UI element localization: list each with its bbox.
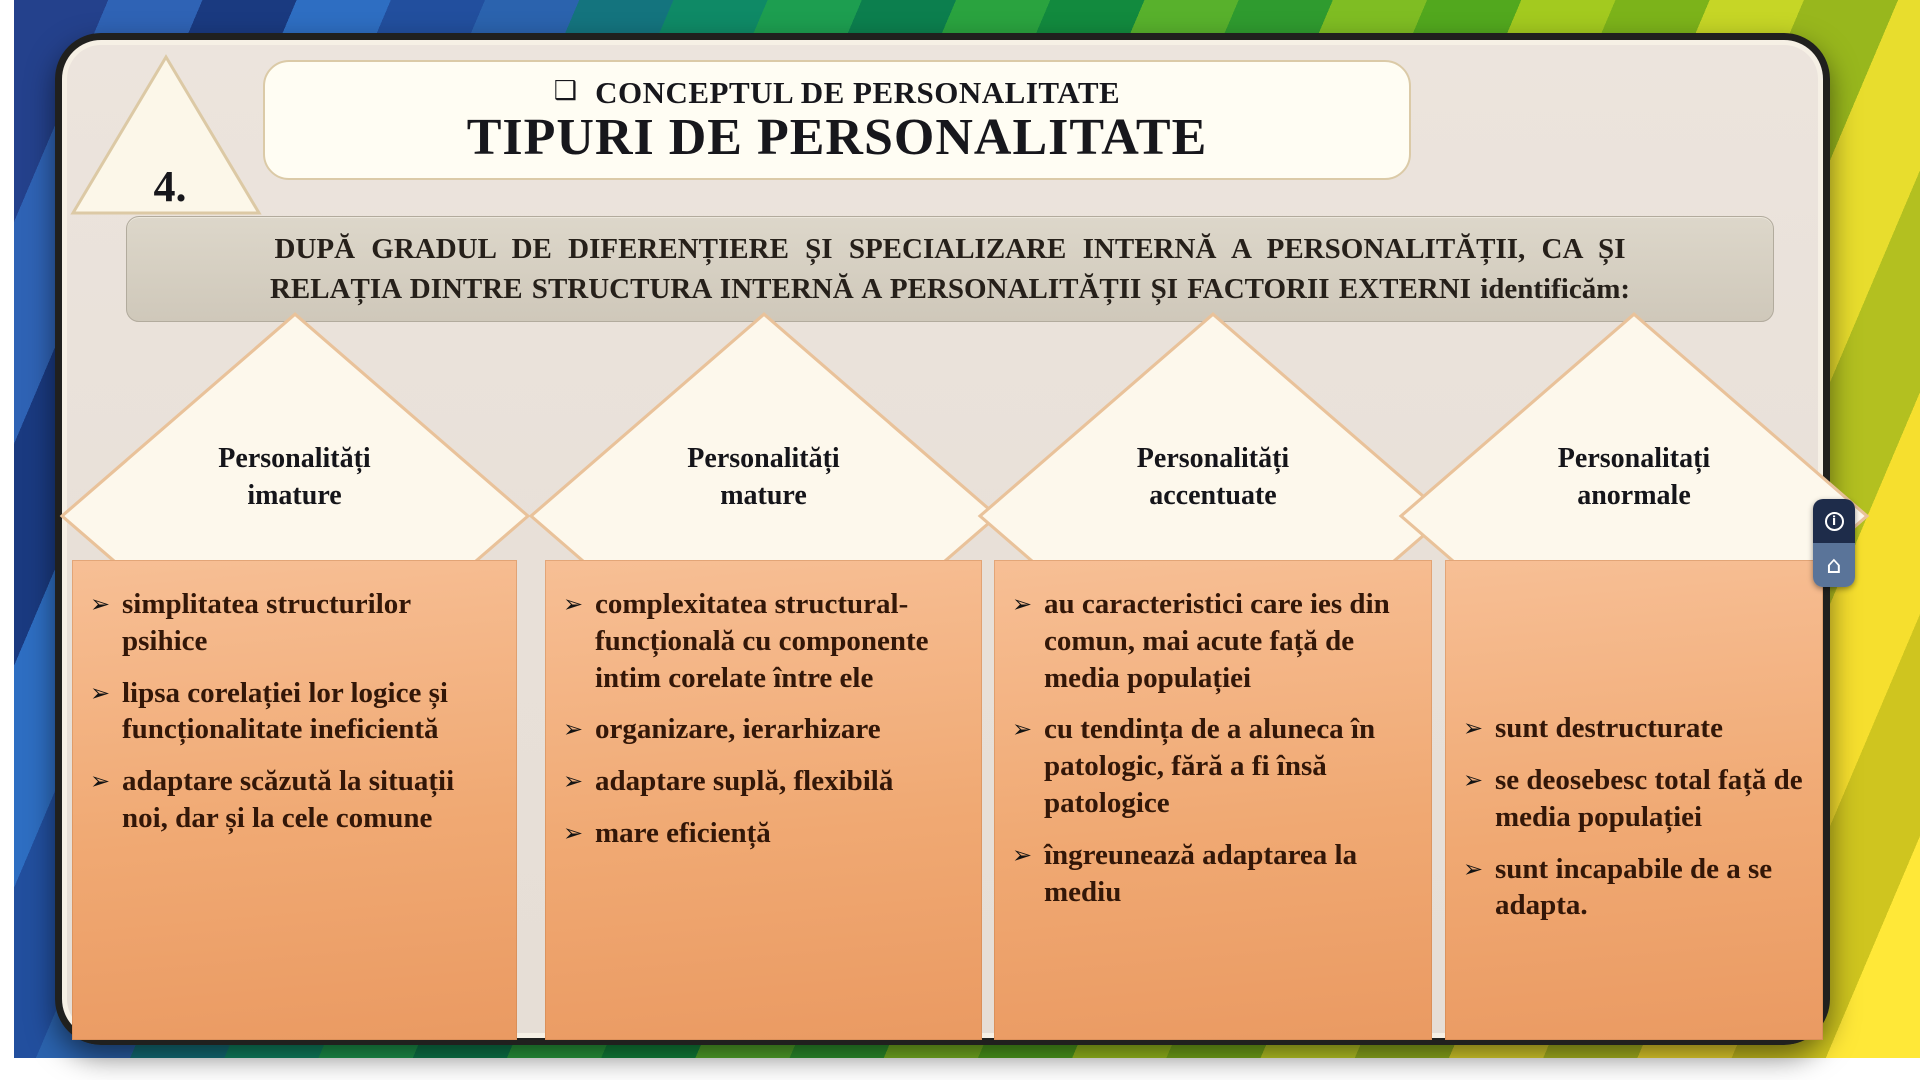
bullet-text: adaptare suplă, flexibilă [595, 765, 894, 798]
column-accentuate [994, 308, 1432, 1052]
bullet-text: adaptare scăzută la situații noi, dar și la cele comune [122, 765, 455, 835]
slide-card [55, 33, 1830, 1045]
diamond-mature [545, 308, 982, 560]
page-title: TIPURI DE PERSONALITATE [466, 108, 1208, 166]
bullet-text: organizare, ierarhizare [595, 713, 881, 746]
home-icon: ⌂ [1826, 551, 1842, 579]
bullets-box-imature [72, 560, 517, 1040]
subtitle-bar [126, 216, 1774, 322]
diamond-label-line: Personalități [218, 443, 371, 474]
arrow-bullet-icon: ➢ [563, 590, 584, 618]
diamond-label-imature [72, 441, 517, 515]
bullet-text: mare eficiență [595, 817, 771, 850]
diamond-label-line: mature [720, 479, 807, 511]
diamond-accentuate [994, 308, 1432, 560]
arrow-bullet-icon: ➢ [1463, 714, 1484, 742]
home-button[interactable] [1813, 543, 1855, 587]
diamond-label-line: anormale [1577, 479, 1691, 511]
kicker-row [554, 75, 1120, 111]
arrow-bullet-icon: ➢ [1463, 766, 1484, 794]
square-bullet-icon: ❑ [553, 75, 578, 106]
bullet-item [559, 763, 966, 800]
diamond-label-anormale [1445, 441, 1823, 515]
bullet-text: au caracteristici care ies din comun, mai acute față de media populației [1044, 588, 1390, 694]
column-imature [72, 308, 517, 1052]
info-icon: i [1825, 512, 1844, 531]
subtitle-line-2: RELAȚIA DINTRE STRUCTURA INTERNĂ A PERSONALITĂȚII ȘI FACTORII EXTERNI identificăm: [269, 273, 1631, 305]
arrow-bullet-icon: ➢ [563, 819, 584, 848]
arrow-bullet-icon: ➢ [90, 678, 111, 707]
bullet-item [1459, 710, 1807, 747]
bullet-text: cu tendința de a aluneca în patologic, fără a fi însă patologice [1044, 713, 1376, 820]
bullets-box-mature [545, 560, 982, 1040]
arrow-bullet-icon: ➢ [563, 767, 584, 796]
bullet-item [1008, 711, 1416, 821]
arrow-bullet-icon: ➢ [1012, 590, 1033, 618]
bullet-item [86, 586, 501, 660]
bullet-item [559, 815, 966, 852]
bullet-item [1008, 586, 1416, 696]
bullet-item [559, 586, 966, 696]
viewer-overlay-buttons [1813, 499, 1855, 587]
arrow-bullet-icon: ➢ [1012, 840, 1033, 869]
bullet-text: îngreunează adaptarea la mediu [1044, 838, 1358, 908]
title-box [263, 60, 1411, 180]
bullets-box-anormale [1445, 560, 1823, 1040]
subtitle-line-1: DUPĂ GRADUL DE DIFERENȚIERE ȘI SPECIALIZARE INTERNĂ A PERSONALITĂȚII, CA ȘI [274, 232, 1626, 265]
diamond-label-line: imature [247, 479, 342, 511]
diamond-label-line: accentuate [1149, 479, 1277, 511]
bullet-text: lipsa corelației lor logice și funcționalitate ineficientă [122, 676, 448, 746]
diamond-label-accentuate [994, 441, 1432, 515]
column-anormale [1445, 308, 1823, 1052]
bullet-text: sunt incapabile de a se adapta. [1495, 852, 1773, 922]
slide-number-triangle [68, 52, 264, 218]
arrow-bullet-icon: ➢ [563, 715, 584, 744]
diamond-anormale [1445, 308, 1823, 560]
columns-container [62, 308, 1837, 1052]
arrow-bullet-icon: ➢ [90, 590, 111, 618]
arrow-bullet-icon: ➢ [1463, 854, 1484, 883]
diamond-imature [72, 308, 517, 560]
bullet-text: simplitatea structurilor psihice [122, 588, 411, 657]
diamond-label-line: Personalități [1136, 443, 1290, 474]
arrow-bullet-icon: ➢ [1012, 715, 1033, 744]
arrow-bullet-icon: ➢ [90, 767, 111, 796]
bullet-item [1459, 851, 1807, 925]
kicker-title: CONCEPTUL DE PERSONALITATE [595, 74, 1121, 110]
info-button[interactable] [1813, 499, 1855, 543]
bullet-item [1459, 762, 1807, 836]
column-mature [545, 308, 982, 1052]
diamond-label-mature [545, 441, 982, 515]
bullet-item [86, 675, 501, 749]
diamond-label-line: Personalitați [1557, 443, 1711, 474]
bullet-text: complexitatea structural-funcțională cu componente intim corelate între ele [595, 588, 929, 694]
slide-number: 4. [153, 162, 187, 211]
bullet-text: se deosebesc total față de media populației [1495, 764, 1803, 833]
bullet-item [1008, 837, 1416, 911]
bullet-item [559, 711, 966, 748]
bullet-text: sunt destructurate [1495, 712, 1723, 744]
diamond-label-line: Personalități [687, 443, 840, 474]
bullets-box-accentuate [994, 560, 1432, 1040]
bullet-item [86, 763, 501, 837]
